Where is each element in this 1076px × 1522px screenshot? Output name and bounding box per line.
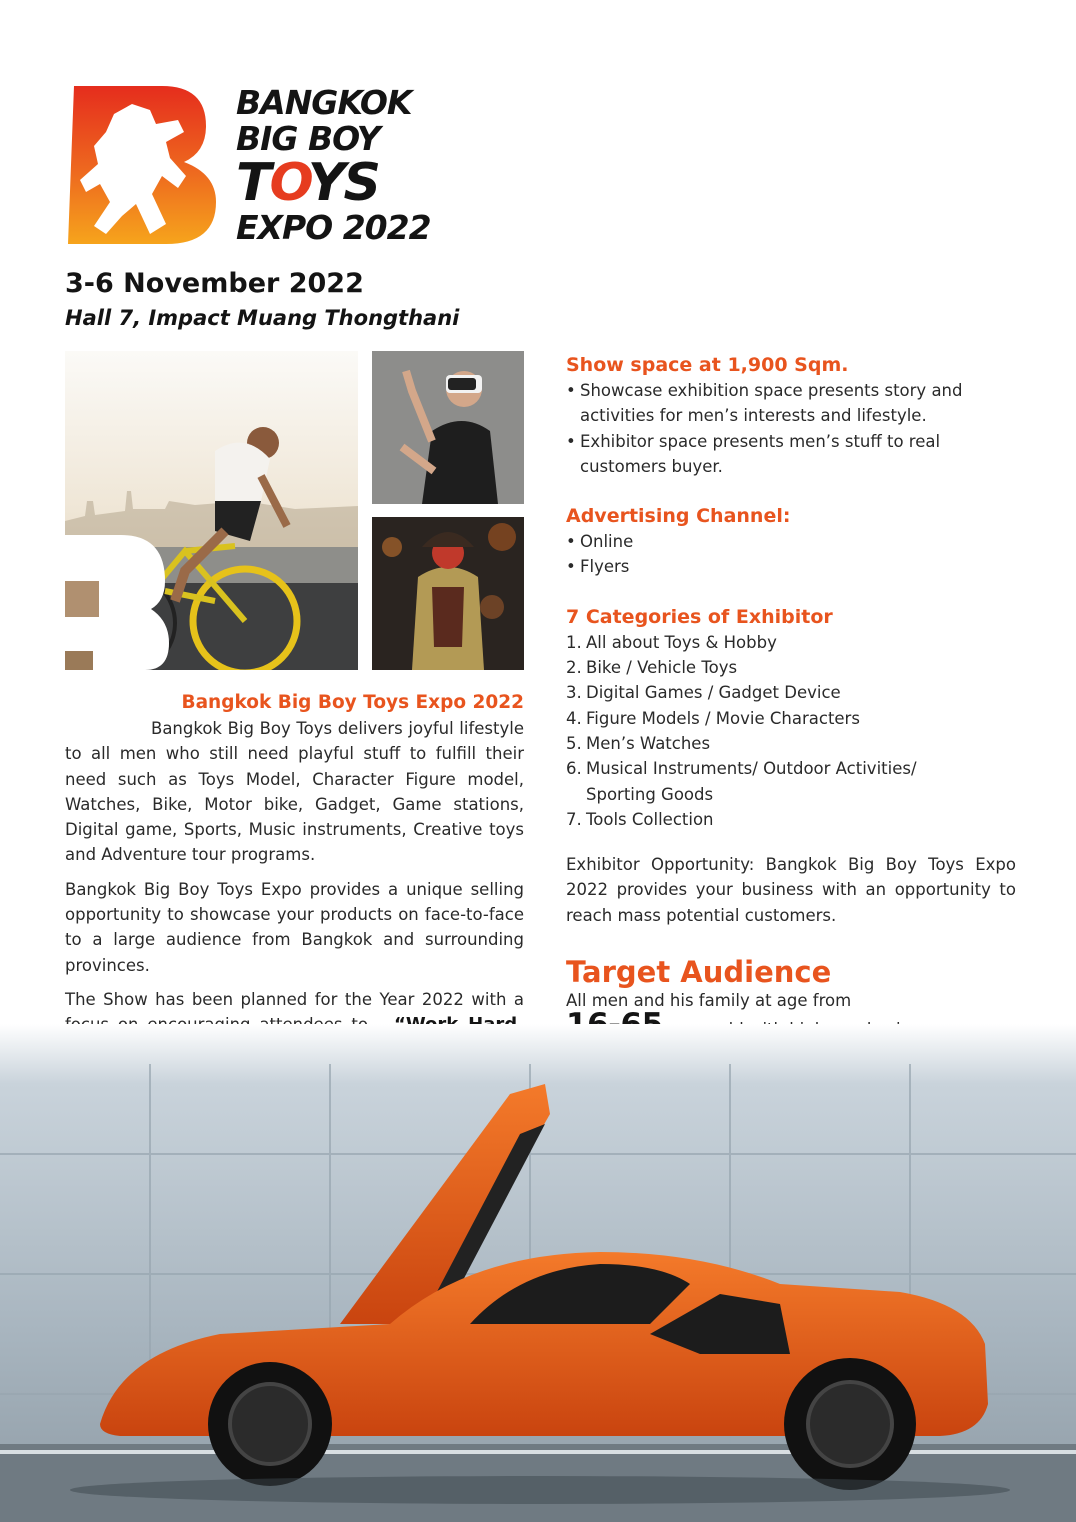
action-figure-photo <box>372 517 524 670</box>
list-item: • Exhibitor space presents men’s stuff to real customers buyer. <box>566 429 1016 480</box>
logo-line-bigboy: BIG BOY <box>236 119 380 158</box>
logo-line-expo: EXPO 2022 <box>236 208 431 247</box>
list-item: 7. Tools Collection <box>566 809 714 829</box>
list-item: • Online <box>566 529 1016 554</box>
about-paragraph-3: The Show has been planned for the Year 2022 with a <box>65 987 524 1063</box>
logo-line-bangkok: BANGKOK <box>236 83 412 122</box>
categories-section <box>566 604 1016 832</box>
logo-b-mark <box>66 84 218 246</box>
about-section <box>65 690 524 1072</box>
advertising-section <box>566 503 1016 580</box>
exhibitor-opportunity: Exhibitor Opportunity: Bangkok Big Boy Toys Expo 2022 provides your business with an opportunity to reach mass potential customers. <box>566 855 1016 925</box>
list-item: • Flyers <box>566 554 1016 579</box>
list-item: • Showcase exhibition space presents story and activities for men’s interests and lifestyle. <box>566 378 1016 429</box>
advertising-heading: Advertising Channel: <box>566 505 791 528</box>
about-heading: Bangkok Big Boy Toys Expo 2022 <box>181 692 524 713</box>
event-venue: Hall 7, Impact Muang Thongthani <box>65 306 460 330</box>
target-audience-line-1: All men and his family at age from <box>566 991 852 1011</box>
details-section <box>566 352 1016 1043</box>
sports-car-photo <box>0 1024 1076 1522</box>
list-item: 5. Men’s Watches <box>566 733 711 753</box>
list-item: 2. Bike / Vehicle Toys <box>566 658 738 678</box>
about-paragraph-2: Bangkok Big Boy Toys Expo provides a unique selling opportunity to showcase your products on face-to-face to a large audience from Bangkok and surrounding provinces. <box>65 879 524 975</box>
list-item: 6. Musical Instruments/ Outdoor Activities/ Sporting Goods <box>566 759 917 804</box>
vr-headset-photo <box>372 351 524 504</box>
target-audience-heading: Target Audience <box>566 955 832 990</box>
list-item: 1. All about Toys & Hobby <box>566 632 777 652</box>
list-item: 4. Figure Models / Movie Characters <box>566 708 860 728</box>
cyclist-photo <box>65 351 358 670</box>
show-space-heading: Show space at 1,900 Sqm. <box>566 354 849 376</box>
list-item: 3. Digital Games / Gadget Device <box>566 683 841 703</box>
event-date: 3-6 November 2022 <box>65 268 364 299</box>
logo-line-toys: TOYS <box>236 153 380 213</box>
logo-wordmark <box>236 83 431 247</box>
about-paragraph-1: Bangkok Big Boy Toys delivers joyful lifestyle to all men who still need playful stuff to fulfill their need such as Toys Model, Character Figure model, Watches, Bike, Motor bike, Gadget, Game stations, Digital game, Sports, Music instruments, Creative toys and Adventure tour programs. <box>65 719 524 865</box>
show-space-section <box>566 352 1016 479</box>
categories-heading: 7 Categories of Exhibitor <box>566 605 833 628</box>
